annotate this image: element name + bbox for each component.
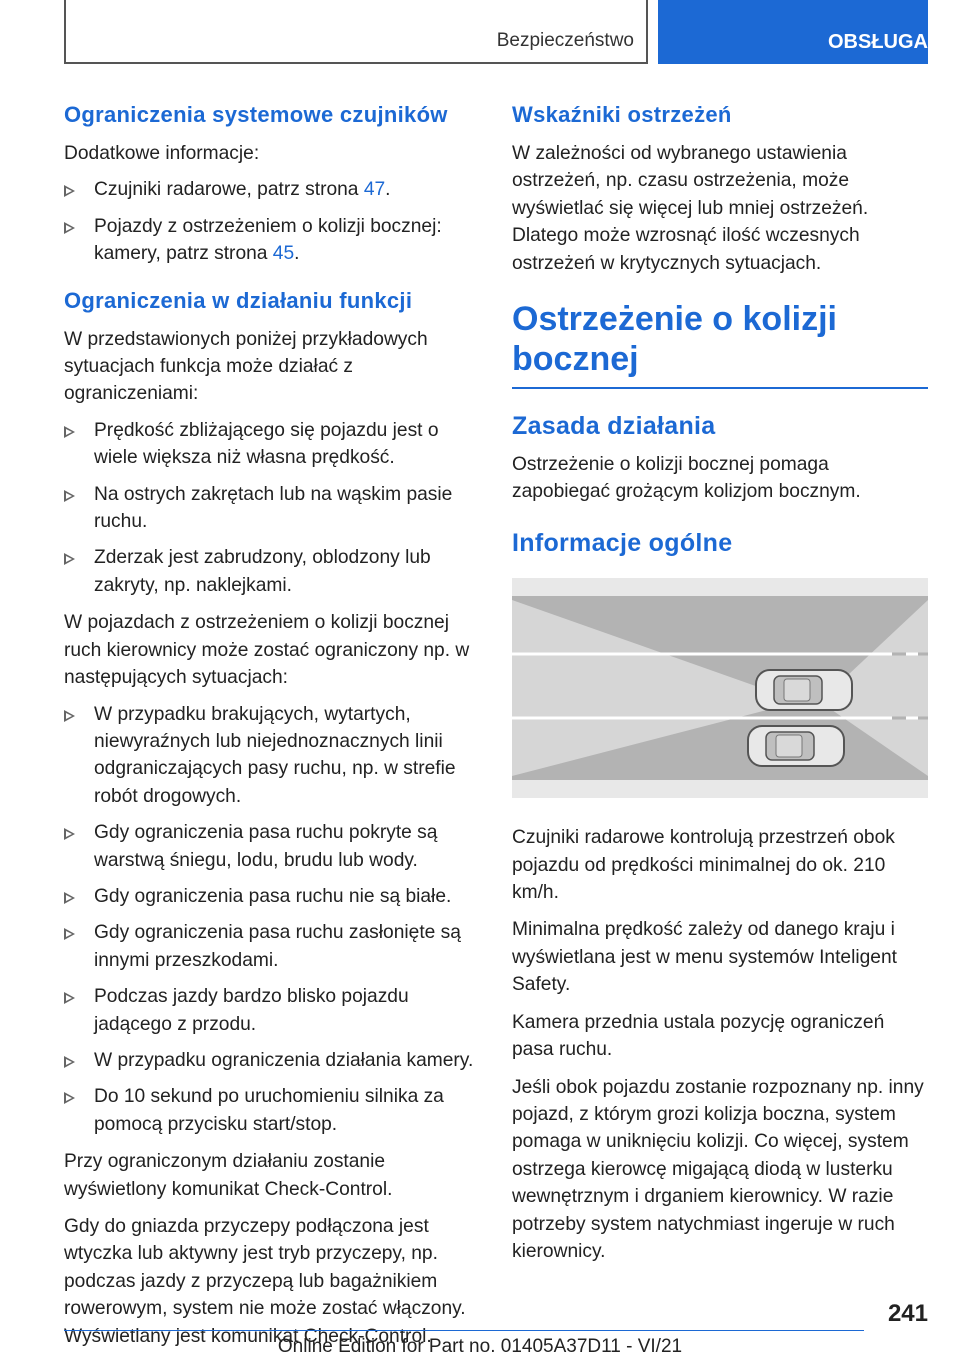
triangle-bullet-icon <box>64 1092 75 1104</box>
triangle-bullet-icon <box>64 490 75 502</box>
list-item <box>64 213 478 268</box>
paragraph: Kamera przednia ustala pozycję ograniczeń pasa ruchu. <box>512 1011 885 1061</box>
list-item <box>64 1083 478 1138</box>
list-item <box>64 544 478 599</box>
heading-warning-indicators: Wskaźniki ostrzeżeń <box>512 102 732 127</box>
side-collision-illustration <box>512 578 928 798</box>
triangle-bullet-icon <box>64 426 75 438</box>
page-link[interactable]: 45 <box>272 243 295 265</box>
list-item-tail: . <box>294 243 300 265</box>
paragraph: W pojazdach z ostrzeżeniem o kolizji bocznej ruch kierownicy może zostać ograniczony np. w następujących sytuacjach: <box>64 612 470 689</box>
car-adjacent-icon <box>748 726 844 766</box>
triangle-bullet-icon <box>64 553 75 565</box>
bullet-list <box>64 176 478 267</box>
paragraph: Dodatkowe informacje: <box>64 143 260 164</box>
road-shoulder-bottom <box>512 780 928 798</box>
car-own-icon <box>756 670 852 710</box>
paragraph: W zależności od wybranego ustawienia ostrzeżeń, np. czasu ostrzeżenia, może wyświetlać się więcej lub mniej ostrzeżeń. Dlatego może wzrosnąć ilość wczesnych ostrzeżeń w krytycznych sytuacjach. <box>512 143 869 274</box>
paragraph: Jeśli obok pojazdu zostanie rozpoznany np. inny pojazd, z którym grozi kolizja boczna, system pomaga w uniknięciu kolizji. Co więcej, system ostrzega kierowcę migającą diodą w lusterku wewnętrznym i drganiem kierownicy. W razie potrzeby system natychmiast ingeruje w ruch kierownicy. <box>512 1076 924 1262</box>
road-shoulder-top <box>512 578 928 596</box>
heading-function-limits: Ograniczenia w działaniu funkcji <box>64 287 413 313</box>
footer-edition: Online Edition for Part no. 01405A37D11 - VI/21 <box>277 1336 683 1357</box>
paragraph: Przy ograniczonym działaniu zostanie wyświetlony komunikat Check-Control. <box>64 1151 393 1200</box>
list-item-text: Na ostrych zakrętach lub na wąskim pasie ruchu. <box>94 483 453 533</box>
triangle-bullet-icon <box>64 892 75 904</box>
list-item-text: Do 10 sekund po uruchomieniu silnika za pomocą przycisku start/stop. <box>94 1086 444 1135</box>
header-section-title: Bezpieczeństwo <box>64 0 648 64</box>
page-number: 241 <box>887 1300 928 1327</box>
chapter-label: OBSŁUGA <box>828 31 928 53</box>
list-item-text: Pojazdy z ostrzeżeniem o kolizji bocznej: kamery, patrz strona <box>94 215 442 265</box>
list-item-text: W przypadku brakujących, wytartych, niewyraźnych lub niejednoznacznych linii odgraniczających pasy ruchu, np. w strefie robót drogowych. <box>94 703 456 807</box>
page-header <box>64 0 928 66</box>
bullet-list <box>64 701 478 1139</box>
section-title: Ostrzeżenie o kolizji bocznej <box>512 299 928 389</box>
paragraph: Czujniki radarowe kontrolują przestrzeń obok pojazdu od prędkości minimalnej do ok. 210 km/h. <box>512 827 895 904</box>
list-item <box>64 919 478 974</box>
list-item <box>64 819 478 874</box>
paragraph: W przedstawionych poniżej przykładowych sytuacjach funkcja może działać z ograniczeniami: <box>64 328 428 405</box>
list-item-text: Prędkość zbliżającego się pojazdu jest o wiele większa niż własna prędkość. <box>94 419 439 469</box>
triangle-bullet-icon <box>64 710 75 722</box>
list-item-text: Gdy ograniczenia pasa ruchu pokryte są warstwą śniegu, lodu, brudu lub wody. <box>94 822 438 871</box>
footer-divider <box>64 1330 864 1331</box>
list-item-text: Gdy ograniczenia pasa ruchu nie są białe. <box>94 885 452 907</box>
list-item-tail: . <box>385 179 391 201</box>
list-item-text: Podczas jazdy bardzo blisko pojazdu jadącego z przodu. <box>94 986 409 1035</box>
paragraph: Ostrzeżenie o kolizji bocznej pomaga zapobiegać grożącym kolizjom bocznym. <box>512 454 861 503</box>
list-item <box>64 983 478 1038</box>
list-item <box>64 701 478 811</box>
triangle-bullet-icon <box>64 928 75 940</box>
list-item <box>64 176 478 203</box>
list-item-text: Zderzak jest zabrudzony, oblodzony lub zakryty, np. naklejkami. <box>94 547 431 596</box>
triangle-bullet-icon <box>64 1056 75 1068</box>
list-item <box>64 1047 478 1074</box>
bullet-list <box>64 417 478 599</box>
list-item-text: Gdy ograniczenia pasa ruchu zasłonięte są innymi przeszkodami. <box>94 922 461 971</box>
paragraph: Gdy do gniazda przyczepy podłączona jest wtyczka lub aktywny jest tryb przyczepy, np. podczas jazdy z przyczepą lub bagażnikiem rowerowym, system nie może zostać włączony. Wyświetlany jest komunikat Check-Control. <box>64 1216 466 1347</box>
list-item <box>64 481 478 536</box>
heading-general-info: Informacje ogólne <box>512 528 733 557</box>
heading-operation-principle: Zasada działania <box>512 412 716 441</box>
page-link[interactable]: 47 <box>363 179 386 201</box>
triangle-bullet-icon <box>64 185 75 197</box>
list-item <box>64 417 478 472</box>
paragraph: Minimalna prędkość zależy od danego kraju i wyświetlana jest w menu systemów Inteligent Safety. <box>512 919 897 996</box>
left-column <box>64 100 478 1350</box>
list-item-text: W przypadku ograniczenia działania kamery. <box>94 1049 474 1071</box>
triangle-bullet-icon <box>64 828 75 840</box>
header-chapter-tab[interactable] <box>658 0 928 64</box>
right-column <box>512 100 928 1265</box>
heading-sensor-limits: Ograniczenia systemowe czujników <box>64 102 448 127</box>
triangle-bullet-icon <box>64 992 75 1004</box>
list-item <box>64 883 478 910</box>
list-item-text: Czujniki radarowe, patrz strona <box>94 179 364 201</box>
triangle-bullet-icon <box>64 222 75 234</box>
